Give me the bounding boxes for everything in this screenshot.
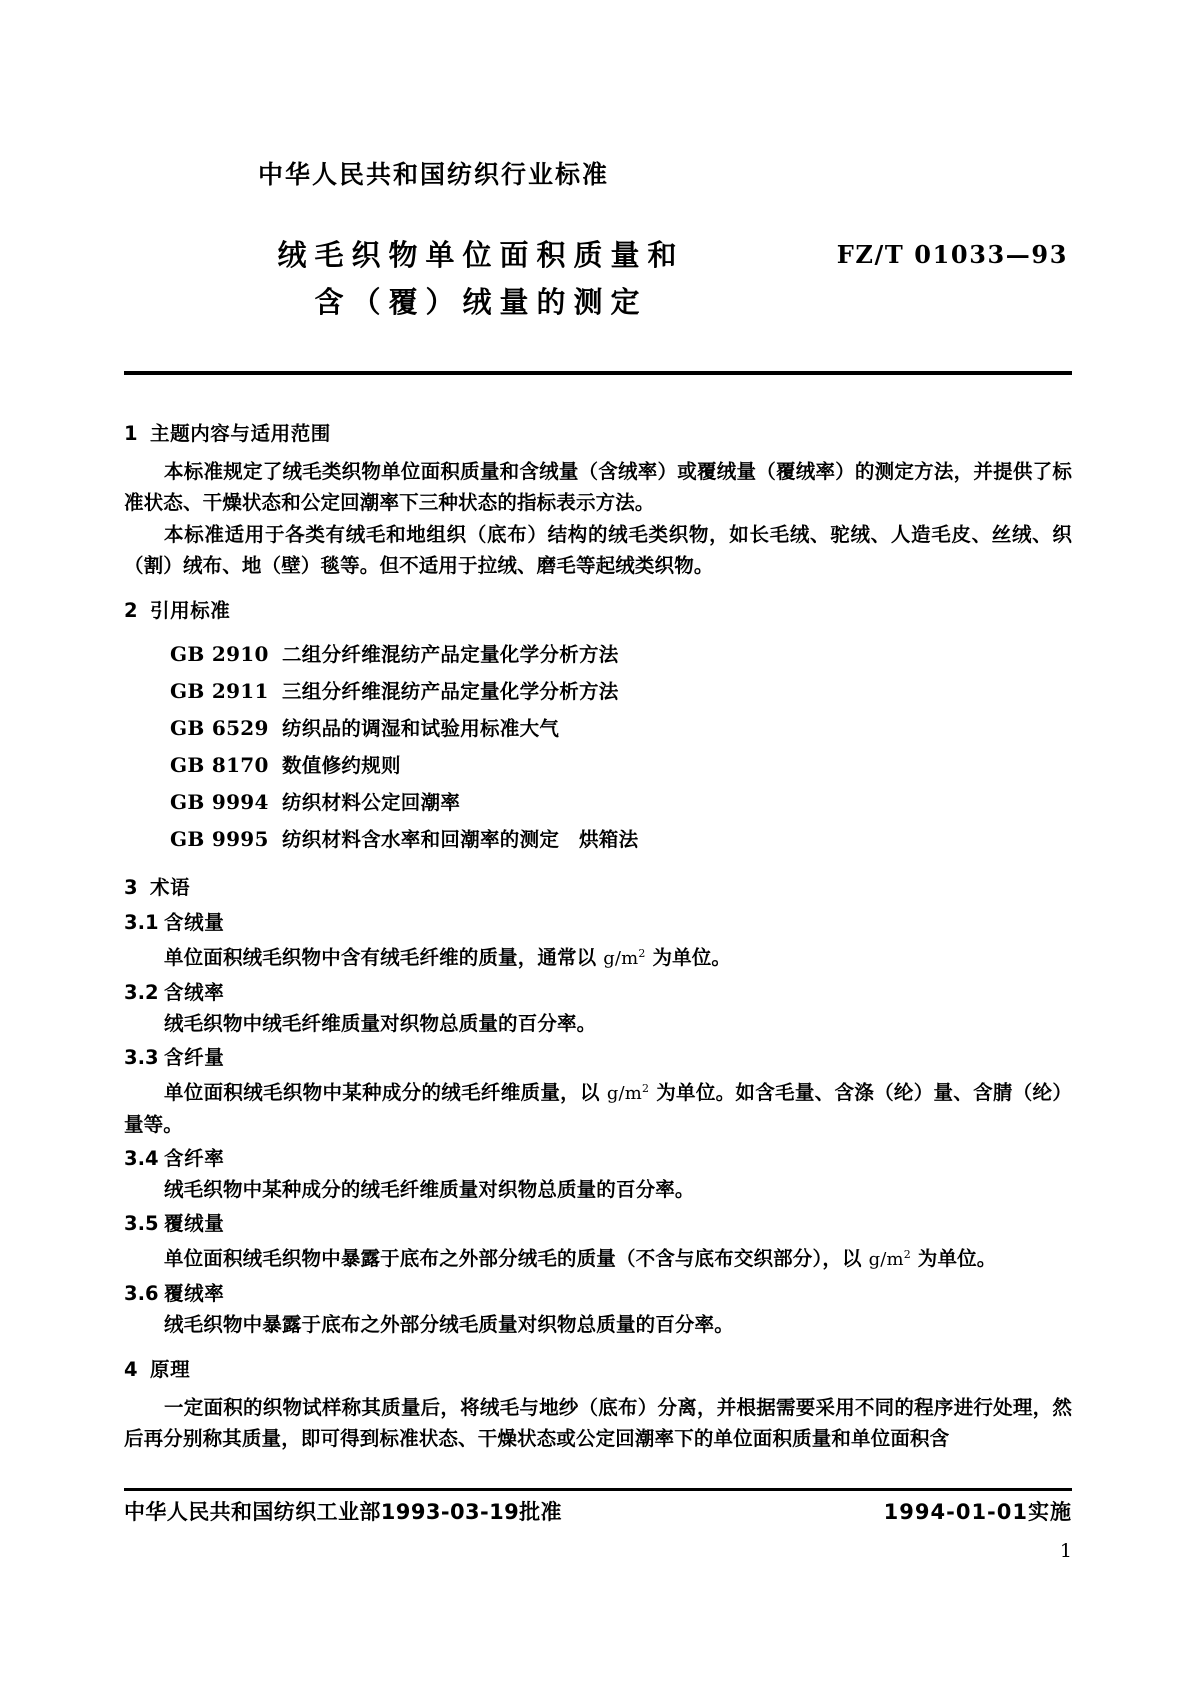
- section-title-3: 术语: [150, 876, 191, 899]
- term-text-before: 单位面积绒毛织物中暴露于底布之外部分绒毛的质量（不含与底布交织部分），以: [164, 1247, 869, 1270]
- section-1-paragraph-1: 本标准规定了绒毛类织物单位面积质量和含绒量（含绒率）或覆绒量（覆绒率）的测定方法，并提供了标准状态、干燥状态和公定回潮率下三种状态的指标表示方法。: [124, 460, 1072, 514]
- section-number-3-5: 3.5: [124, 1212, 159, 1235]
- term-text-before: 单位面积绒毛织物中含有绒毛纤维的质量，通常以: [164, 946, 604, 969]
- footer-implementation-date: 1994-01-01实施: [883, 1500, 1072, 1524]
- section-title-3-4: 含纤率: [164, 1147, 225, 1170]
- term-body-3-3: [124, 1073, 1072, 1140]
- term-text-after: 为单位。: [645, 946, 732, 969]
- term-body-3-1: [124, 938, 1072, 974]
- section-number-3-1: 3.1: [124, 911, 159, 934]
- title-line-1: 绒毛织物单位面积质量和: [277, 238, 685, 272]
- masthead-title: 中华人民共和国纺织行业标准: [258, 160, 610, 189]
- reference-title: 三组分纤维混纺产品定量化学分析方法: [282, 680, 619, 703]
- reference-title: 数值修约规则: [282, 754, 401, 777]
- section-heading-3-6: [124, 1281, 1072, 1307]
- section-title-3-5: 覆绒量: [164, 1212, 225, 1235]
- term-body-3-6: [124, 1309, 1072, 1340]
- section-title-3-2: 含绒率: [164, 981, 225, 1004]
- section-4-paragraph-1: 一定面积的织物试样称其质量后，将绒毛与地纱（底布）分离，并根据需要采用不同的程序进行处理，然后再分别称其质量，即可得到标准状态、干燥状态或公定回潮率下的单位面积质量和单位面积含: [124, 1396, 1072, 1450]
- unit-base: g/m: [606, 1083, 642, 1104]
- list-item: [170, 821, 1072, 858]
- reference-code: GB 9994: [170, 790, 269, 814]
- reference-code: GB 9995: [170, 827, 269, 851]
- section-title-3-6: 覆绒率: [164, 1282, 225, 1305]
- section-heading-3-1: [124, 910, 1072, 936]
- header-divider: [124, 371, 1072, 375]
- document-body: [124, 404, 1072, 1454]
- page-number: 1: [1059, 1540, 1072, 1562]
- document-title: [246, 232, 716, 326]
- reference-standards-list: [124, 636, 1072, 858]
- footer-divider: [124, 1488, 1072, 1491]
- footer-approval-text: 中华人民共和国纺织工业部1993-03-19批准: [124, 1500, 562, 1524]
- section-heading-3-5: [124, 1211, 1072, 1237]
- list-item: [170, 636, 1072, 673]
- unit-base: g/m: [603, 948, 639, 969]
- section-title-3-1: 含绒量: [164, 911, 225, 934]
- term-text-before: 绒毛织物中绒毛纤维质量对织物总质量的百分率。: [164, 1012, 597, 1035]
- reference-title: 纺织品的调湿和试验用标准大气: [282, 717, 560, 740]
- section-number-3-3: 3.3: [124, 1046, 159, 1069]
- term-text-before: 绒毛织物中某种成分的绒毛纤维质量对织物总质量的百分率。: [164, 1178, 695, 1201]
- page-footer: [124, 1496, 1072, 1526]
- section-heading-3-4: [124, 1146, 1072, 1172]
- section-number-3-6: 3.6: [124, 1282, 159, 1305]
- list-item: [170, 673, 1072, 710]
- list-item: [170, 784, 1072, 821]
- unit-exponent: 2: [903, 1248, 911, 1261]
- reference-title: 纺织材料含水率和回潮率的测定 烘箱法: [282, 828, 639, 851]
- term-text-after: 为单位。如含毛量、含涤（纶）量、含腈（纶）量等。: [124, 1081, 1072, 1136]
- term-text-before: 单位面积绒毛织物中某种成分的绒毛纤维质量，以: [164, 1081, 607, 1104]
- section-1-paragraph-2: 本标准适用于各类有绒毛和地组织（底布）结构的绒毛类织物，如长毛绒、驼绒、人造毛皮、丝绒、织（割）绒布、地（壁）毯等。但不适用于拉绒、磨毛等起绒类织物。: [124, 523, 1072, 577]
- section-number-1: 1: [124, 422, 139, 445]
- section-title-4: 原理: [150, 1358, 191, 1381]
- section-heading-2: [124, 598, 1072, 624]
- term-body-3-5: [124, 1239, 1072, 1275]
- unit-base: g/m: [868, 1249, 904, 1270]
- section-number-3: 3: [124, 876, 139, 899]
- unit-exponent: 2: [641, 1082, 650, 1095]
- title-line-2: 含（覆）绒量的测定: [314, 285, 648, 319]
- section-title-2: 引用标准: [150, 599, 231, 622]
- section-number-3-4: 3.4: [124, 1147, 159, 1170]
- section-heading-3-2: [124, 980, 1072, 1006]
- standard-number: FZ/T 01033—93: [836, 240, 1068, 269]
- reference-title: 二组分纤维混纺产品定量化学分析方法: [282, 643, 619, 666]
- section-number-4: 4: [124, 1358, 139, 1381]
- term-text-after: 为单位。: [910, 1247, 997, 1270]
- reference-code: GB 6529: [170, 716, 269, 740]
- term-body-3-4: [124, 1174, 1072, 1205]
- section-title-1: 主题内容与适用范围: [150, 422, 331, 445]
- section-heading-3-3: [124, 1045, 1072, 1071]
- section-heading-1: [124, 421, 1072, 447]
- list-item: [170, 710, 1072, 747]
- reference-title: 纺织材料公定回潮率: [282, 791, 461, 814]
- section-heading-4: [124, 1357, 1072, 1383]
- unit-label: [869, 1249, 911, 1270]
- list-item: [170, 747, 1072, 784]
- unit-exponent: 2: [638, 947, 646, 960]
- section-number-3-2: 3.2: [124, 981, 159, 1004]
- section-heading-3: [124, 875, 1072, 901]
- unit-label: [607, 1083, 649, 1104]
- reference-code: GB 2911: [170, 679, 269, 703]
- section-number-2: 2: [124, 599, 139, 622]
- section-title-3-3: 含纤量: [164, 1046, 225, 1069]
- term-body-3-2: [124, 1008, 1072, 1039]
- term-text-before: 绒毛织物中暴露于底布之外部分绒毛质量对织物总质量的百分率。: [164, 1313, 734, 1336]
- reference-code: GB 8170: [170, 753, 269, 777]
- reference-code: GB 2910: [170, 642, 269, 666]
- unit-label: [603, 948, 645, 969]
